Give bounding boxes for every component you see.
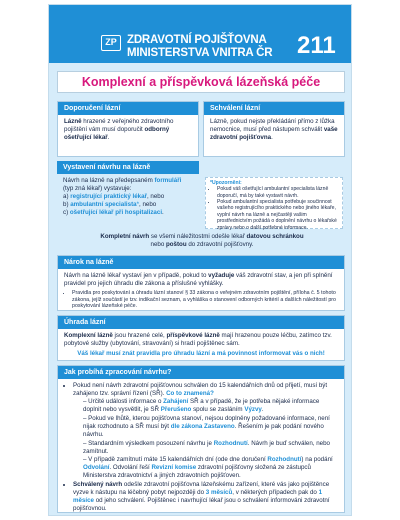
doporuceni-bold-2: odborný ošetřující lékař — [64, 125, 170, 141]
proces-item-1-text: Pokud není návrh zdravotní pojišťovnou schválen do 15 kalendářních dnů od přijetí, musí být zahájeno tzv. správní řízení (SŘ). — [73, 382, 328, 397]
doporuceni-bold-1: Lázně — [64, 118, 82, 125]
proces-sub-4-bold-2: Odvolání — [83, 464, 110, 472]
uhrada-text-1: jsou hrazené celé, — [112, 332, 167, 339]
proces-sub-4-bold-1: Rozhodnutí — [267, 456, 302, 464]
uhrada-bold-2: příspěvkové lázně — [166, 332, 220, 339]
option-a — [63, 193, 193, 201]
option-c — [63, 209, 193, 217]
doporuceni-text — [58, 115, 198, 145]
proces-item-2-text-1: odešle zdravotní pojišťovna lázeňskému zařízení, které vás jako pojištěnce vyzve k nástupu na léčebný pobyt nejpozději do — [73, 481, 330, 497]
narok-bullet: • Pravidla pro poskytování a úhradu lázní stanoví § 33 zákona o veřejném zdravotním pojištění, příloha č. 5 tohoto zákona, jejíž součástí je tzv. indikační seznam, a vyhláška o stanovení odborných kritérií a dalších náležitostí pro poskytování lázeňské péče. — [72, 290, 338, 310]
proces-item-2-bold-1: Schválený návrh — [73, 481, 123, 489]
option-b-text: ambulantní specialista — [70, 200, 137, 208]
proces-sub-3-text-2: . Návrh je buď schválen, nebo zamítnut. — [83, 439, 330, 455]
vystaveni-form: formuláři — [154, 177, 182, 184]
proces-sub-2-bold: dle zákona Zastaveno — [170, 422, 235, 430]
proces-sub-1-text-1: Určité události informace o — [88, 397, 164, 405]
proces-item-2-text-3: od jeho schválení. Pojištěnec i navrhující lékař jsou o schválení informováni zdravotní pojišťovnou. — [73, 497, 330, 513]
doporuceni-box — [57, 101, 199, 157]
vystaveni-text-1: Návrh na lázně na předepsaném — [63, 177, 155, 184]
option-c-text: ošetřující lékař při hospitalizaci — [69, 208, 163, 216]
schvaleni-text-2: . — [271, 133, 273, 141]
narok-text-2: váš zdravotní stav, a jen při splnění pravidel pro jejich úhradu dle zákona a příslušné vyhlášky. — [64, 272, 333, 287]
brand-number: 211 — [297, 32, 336, 59]
title-banner — [57, 71, 345, 93]
proces-item-1 — [73, 382, 338, 480]
proces-sub-1-bold-3: Výzvy — [244, 405, 262, 413]
proces-text — [58, 379, 344, 516]
proces-sub-4 — [83, 456, 338, 480]
schvaleni-text — [204, 115, 344, 145]
option-b-suffix: , nebo — [139, 200, 157, 208]
schvaleni-text-1: Lázně, pokud nejste překládání přímo z lůžka nemocnice, musí před nástupem schválit — [210, 118, 335, 133]
proces-sub-4-text-4: zdravotní pojišťovny složená ze zástupců Ministerstva zdravotnictví a jiných zdravotních pojišťoven. — [83, 464, 311, 480]
narok-text-1: Návrh na lázně lékař vystaví jen v případě, pokud to — [64, 272, 209, 279]
proces-sub-4-text-3: . Odvolání řeší — [109, 464, 152, 472]
vystaveni-section — [57, 161, 345, 231]
kompletni-navrh-text — [63, 233, 341, 249]
proces-sub-2-text-2: . Řešením je pak podání nového návrhu. — [83, 422, 324, 438]
proces-heading: Jak probíhá zpracování návrhu? — [58, 366, 344, 379]
vystaveni-text — [63, 177, 193, 217]
doporuceni-text-2: . — [107, 133, 110, 141]
uhrada-box — [57, 315, 345, 361]
option-b — [63, 201, 193, 209]
option-a-text: registrující praktický lékař — [70, 192, 147, 200]
header-bar — [49, 5, 352, 63]
proces-sub-1 — [83, 398, 338, 414]
proces-sub-1-bold-2: Přerušeno — [160, 405, 192, 413]
option-c-suffix: . — [162, 208, 164, 216]
vystaveni-heading: Vystavení návrhu na lázně — [57, 161, 199, 174]
narok-text — [58, 269, 344, 313]
doporuceni-text-1: hrazené z veřejného zdravotního pojištění vám musí doporučit — [64, 118, 174, 133]
uhrada-text-2: mají hrazenou pouze léčbu, zatímco tzv. pobytové služby (ubytování, stravování) si hradí pojištěnec sám. — [64, 332, 332, 347]
proces-sub-1-text-2: SŘ a v případě, že je potřeba nějaké informace doplnit nebo vysvětlit, je SŘ — [83, 397, 320, 413]
proces-item-2-bold-3: 1 měsíce — [73, 489, 323, 505]
kompletni-bold-3: poštou — [165, 240, 187, 248]
brand-line-2: MINISTERSTVA VNITRA ČR — [127, 47, 273, 59]
uhrada-highlight: Váš lékař musí znát pravidla pro úhradu lázní a má povinnost informovat vás o nich! — [77, 349, 325, 357]
kompletni-text-2: nebo — [150, 240, 166, 248]
proces-sub-4-text-2: ) na podání — [301, 456, 333, 464]
kompletni-bold-1: Kompletní návrh — [100, 233, 150, 240]
proces-item-1-question: Co to znamená? — [166, 389, 214, 397]
uhrada-heading: Úhrada lázní — [58, 316, 344, 329]
proces-sub-3 — [83, 440, 338, 456]
proces-sub-4-bold-3: Revizní komise — [151, 464, 197, 472]
proces-item-2-bold-2: 3 měsíců — [205, 489, 233, 497]
option-a-prefix: a) — [63, 192, 71, 200]
kompletni-text-1: se všemi náležitostmi odešle lékař — [149, 233, 247, 240]
proces-sub-1-bold-1: Zahájení — [163, 397, 189, 405]
option-c-prefix: c) — [63, 208, 70, 216]
proces-item-2 — [73, 481, 338, 513]
narok-bold-1: vyžaduje — [208, 272, 235, 279]
schvaleni-heading: Schválení lázní — [204, 102, 344, 115]
option-a-suffix: , nebo — [146, 192, 165, 200]
narok-box — [57, 255, 345, 311]
upozorneni-item: • Pokud váš ošetřující ambulantní specialista lázně doporučí, má by také vystavit návrh. — [217, 186, 338, 199]
vystaveni-text-2: (typ zná lékař) vystavuje: — [63, 184, 132, 192]
proces-sub-1-text-4: . — [261, 405, 264, 413]
proces-sub-3-bold: Rozhodnutí — [213, 439, 248, 447]
schvaleni-box — [203, 101, 345, 157]
upozorneni-note — [205, 177, 343, 229]
proces-sub-2 — [83, 415, 338, 439]
narok-heading: Nárok na lázně — [58, 256, 344, 269]
upozorneni-item: • Pokud ambulantní specialista potřebuje součinnost vašeho registrujícího praktického nebo jiného lékaře, vyplní návrh na lázně a nejčastěji vašim prostřednictvím požádá o doplnění návrhu o lékařské zprávy nebo o další potřebné informace. — [217, 199, 338, 231]
option-b-asterisk: * — [136, 200, 140, 208]
proces-sub-4-text-1: V případě zamítnutí máte 15 kalendářních dní (ode dne doručení — [88, 456, 268, 464]
kompletni-bold-2: datovou schránkou — [246, 233, 304, 240]
uhrada-text — [58, 329, 344, 361]
brand-line-1: ZDRAVOTNÍ POJIŠŤOVNA — [127, 34, 267, 46]
page-title: Komplexní a příspěvková lázeňská péče — [81, 75, 321, 89]
schvaleni-bold-1: vaše zdravotní pojišťovna — [210, 125, 338, 141]
proces-box — [57, 365, 345, 513]
option-b-prefix: b) — [63, 200, 71, 208]
flyer — [48, 4, 352, 516]
upozorneni-title: *Upozornění: — [210, 180, 242, 186]
kompletni-text-3: do zdravotní pojišťovny. — [186, 240, 254, 248]
proces-sub-3-text-1: Standardním výsledkem posouzení návrhu je — [88, 439, 214, 447]
zp-logo-icon: ZP — [101, 35, 121, 51]
proces-item-2-text-2: , v některých případech pak do — [232, 489, 319, 497]
proces-sub-1-text-3: spolu se zasláním — [191, 405, 245, 413]
proces-sub-2-text-1: Pokud ve lhůtě, kterou pojišťovna stanoví, nejsou doplněny požadované informace, není nijak rozhodnuto a SŘ musí být — [83, 414, 330, 430]
doporuceni-heading: Doporučení lázní — [58, 102, 198, 115]
uhrada-bold-1: Komplexní lázně — [64, 332, 113, 339]
